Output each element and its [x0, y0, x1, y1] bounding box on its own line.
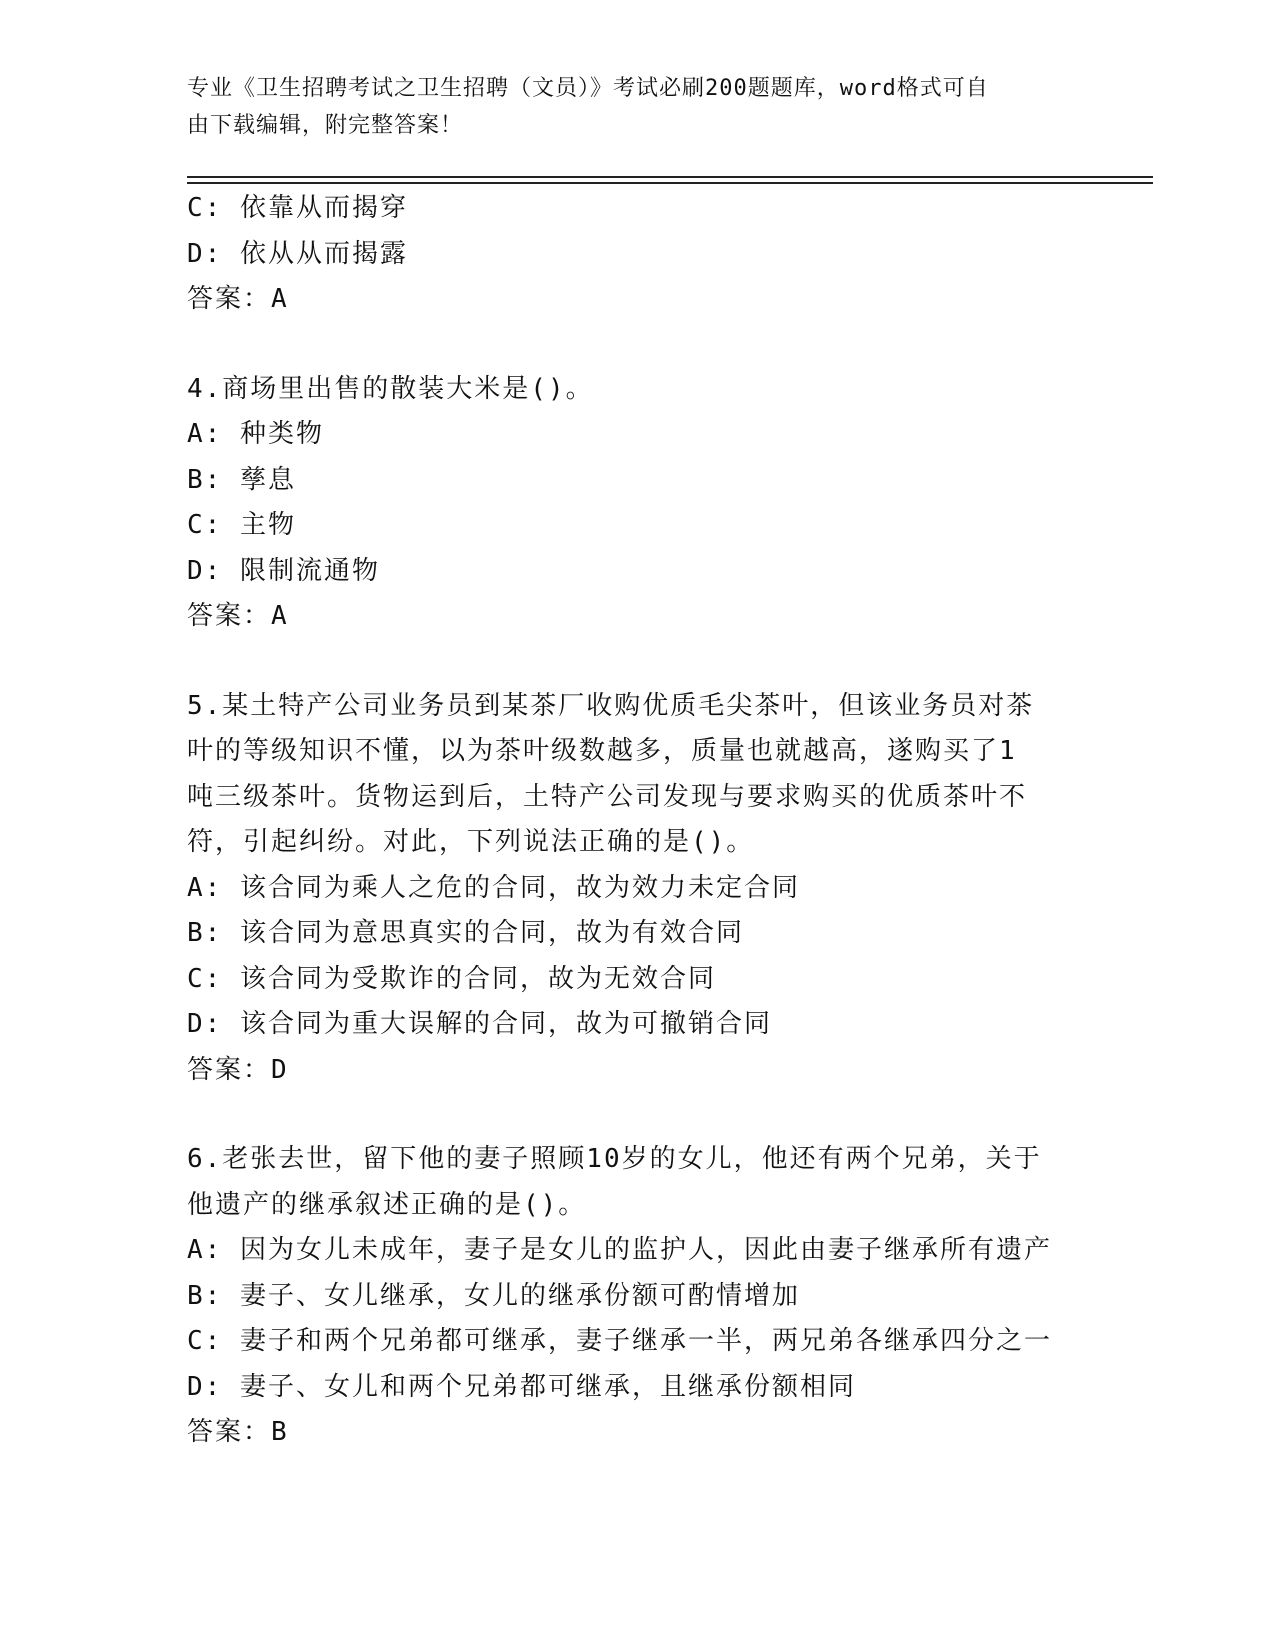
spacer [187, 323, 1087, 367]
header-line-2: 由下载编辑，附完整答案！ [187, 113, 464, 138]
option-b: B: 孳息 [187, 464, 296, 495]
header-rule-top [187, 176, 1153, 178]
option-d: D: 该合同为重大误解的合同，故为可撤销合同 [187, 1009, 772, 1039]
question-stem: 4.商场里出售的散装大米是()。 [187, 373, 594, 404]
question-6 [187, 1137, 1087, 1456]
option-c: C: 主物 [187, 510, 296, 540]
answer: 答案：A [187, 284, 289, 314]
question-5 [187, 684, 1087, 1094]
question-stem-line: 他遗产的继承叙述正确的是()。 [187, 1189, 587, 1220]
option-a: A: 因为女儿未成年，妻子是女儿的监护人，因此由妻子继承所有遗产 [187, 1235, 1052, 1265]
header-rule-bottom [187, 182, 1153, 184]
option-b: B: 该合同为意思真实的合同，故为有效合同 [187, 918, 744, 948]
option-a: A: 种类物 [187, 419, 324, 449]
option-c: C: 依靠从而揭穿 [187, 193, 408, 223]
option-b: B: 妻子、女儿继承，女儿的继承份额可酌情增加 [187, 1280, 800, 1311]
question-list [187, 186, 1087, 1456]
option-d: D: 妻子、女儿和两个兄弟都可继承，且继承份额相同 [187, 1371, 856, 1402]
answer: 答案：B [187, 1417, 289, 1447]
option-d: D: 限制流通物 [187, 555, 380, 586]
header-line-1: 专业《卫生招聘考试之卫生招聘（文员）》考试必刷200题题库，word格式可自 [187, 76, 989, 101]
option-c: C: 该合同为受欺诈的合同，故为无效合同 [187, 963, 716, 994]
answer: 答案：A [187, 601, 289, 631]
question-stem-line: 5.某土特产公司业务员到某茶厂收购优质毛尖茶叶，但该业务员对茶 [187, 690, 1035, 721]
spacer [187, 640, 1087, 684]
question-3-continued [187, 186, 1087, 323]
question-stem-line: 6.老张去世，留下他的妻子照顾10岁的女儿，他还有两个兄弟，关于 [187, 1144, 1042, 1174]
option-c: C: 妻子和两个兄弟都可继承，妻子继承一半，两兄弟各继承四分之一 [187, 1326, 1052, 1356]
option-a: A: 该合同为乘人之危的合同，故为效力未定合同 [187, 872, 800, 903]
document-header [187, 70, 1067, 144]
answer: 答案：D [187, 1054, 289, 1085]
question-stem-line: 叶的等级知识不懂，以为茶叶级数越多，质量也就越高，遂购买了1 [187, 736, 1017, 766]
question-stem-line: 吨三级茶叶。货物运到后，土特产公司发现与要求购买的优质茶叶不 [187, 781, 1028, 812]
question-4 [187, 367, 1087, 640]
option-d: D: 依从从而揭露 [187, 238, 408, 269]
question-stem-line: 符，引起纠纷。对此，下列说法正确的是()。 [187, 827, 755, 857]
spacer [187, 1093, 1087, 1137]
